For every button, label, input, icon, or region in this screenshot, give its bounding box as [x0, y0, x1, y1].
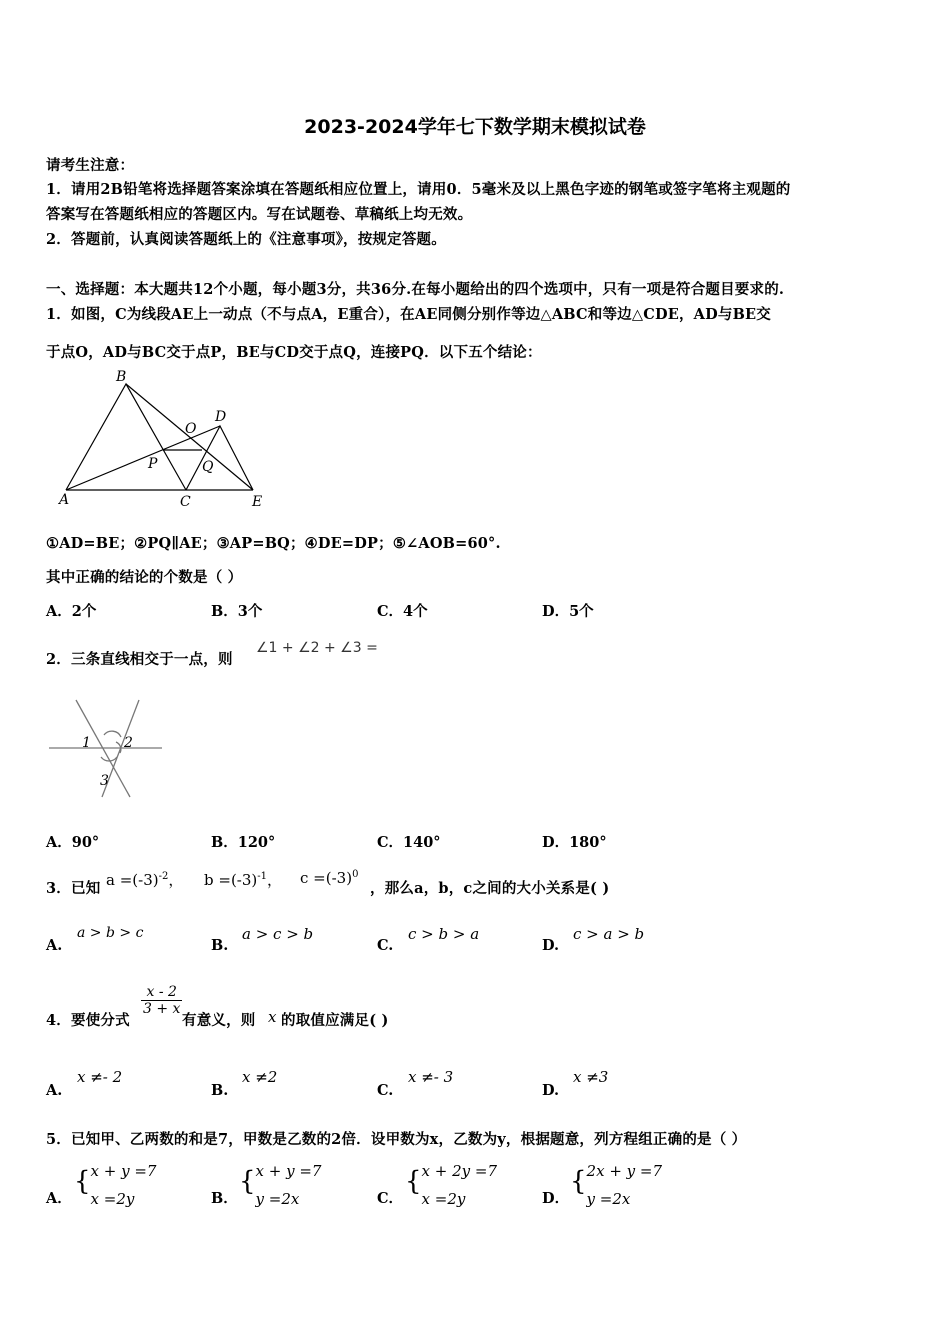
notice-line-1a: 1．请用2B铅笔将选择题答案涂填在答题纸相应位置上，请用0．5毫米及以上黑色字迹的钢笔或签字笔将主观题的: [46, 181, 791, 198]
fig1-label-o: O: [185, 421, 197, 437]
q5-option-a-system[interactable]: { x + y =7 x =2y: [74, 1157, 156, 1213]
q4-option-c-letter[interactable]: C.: [377, 1082, 394, 1099]
q3-option-d-letter[interactable]: D.: [542, 937, 560, 954]
q1-stem-line1: 1．如图，C为线段AE上一动点（不与点A，E重合），在AE同侧分别作等边△ABC和等边△CDE，AD与BE交: [46, 306, 771, 323]
q5-option-d-system[interactable]: { 2x + y =7 y =2x: [570, 1157, 662, 1213]
q1-option-b[interactable]: B．3个: [211, 603, 263, 620]
fig1-label-q: Q: [202, 459, 214, 475]
q5-a-eq1: x + y =7: [90, 1162, 157, 1180]
q5-d-eq2: y =2x: [586, 1190, 631, 1208]
q5-option-d-letter[interactable]: D．: [542, 1190, 570, 1207]
q5-option-b-letter[interactable]: B．: [211, 1190, 238, 1207]
fig1-label-c: C: [180, 494, 191, 510]
q5-stem: 5．已知甲、乙两数的和是7，甲数是乙数的2倍．设甲数为x，乙数为y，根据题意，列方程组正确的是（ ）: [46, 1131, 747, 1148]
q4-option-a-letter[interactable]: A.: [46, 1082, 63, 1099]
q1-stem-line2: 于点O，AD与BC交于点P，BE与CD交于点Q，连接PQ．以下五个结论：: [46, 344, 542, 361]
q3-option-a-letter[interactable]: A.: [46, 937, 63, 954]
notice-heading: 请考生注意：: [46, 157, 135, 174]
q3-option-c-letter[interactable]: C.: [377, 937, 394, 954]
q3-option-b-expr[interactable]: a > c > b: [242, 925, 314, 943]
q3-option-b-letter[interactable]: B.: [211, 937, 229, 954]
q5-d-eq1: 2x + y =7: [586, 1162, 663, 1180]
q5-a-eq2: x =2y: [90, 1190, 135, 1208]
q5-option-b-system[interactable]: { x + y =7 y =2x: [239, 1157, 321, 1213]
q4-suffix: 的取值应满足( ): [281, 1012, 389, 1029]
q5-c-eq1: x + 2y =7: [421, 1162, 498, 1180]
page-title: 2023-2024学年七下数学期末模拟试卷: [304, 116, 646, 138]
q2-option-c[interactable]: C．140°: [377, 834, 441, 851]
q1-option-d[interactable]: D．5个: [542, 603, 594, 620]
q1-option-c[interactable]: C．4个: [377, 603, 428, 620]
fig2-label-2: 2: [124, 735, 133, 751]
fig1-label-b: B: [116, 369, 127, 385]
q4-option-c-expr[interactable]: x ≠- 3: [408, 1068, 454, 1086]
fig1-label-a: A: [59, 492, 70, 508]
fig2-label-1: 1: [82, 735, 91, 751]
q3-c-exp: 0: [352, 869, 359, 880]
q3-a-exp: -2: [158, 871, 169, 882]
q5-option-c-letter[interactable]: C．: [377, 1190, 404, 1207]
fig2-label-3: 3: [100, 773, 109, 789]
q3-prefix: 3．已知: [46, 880, 101, 897]
q1-option-a[interactable]: A．2个: [46, 603, 97, 620]
q4-option-d-letter[interactable]: D.: [542, 1082, 560, 1099]
section-heading: 一、选择题：本大题共12个小题，每小题3分，共36分.在每小题给出的四个选项中，只有一项是符合题目要求的.: [46, 281, 785, 298]
q5-b-eq1: x + y =7: [255, 1162, 322, 1180]
q3-b-expr: b =(-3): [204, 871, 258, 889]
q5-c-eq2: x =2y: [421, 1190, 466, 1208]
q2-figure: [44, 695, 169, 800]
q3-option-a-expr[interactable]: a > b > c: [77, 925, 144, 941]
q4-numerator: x - 2: [141, 984, 182, 1001]
q4-fraction: [141, 984, 182, 1017]
q3-a-def: $a =(-3)^{-2}$，: [106, 871, 184, 889]
fig1-label-p: P: [148, 456, 158, 472]
q4-denominator: 3 + x: [143, 1001, 181, 1017]
fig1-label-e: E: [252, 494, 263, 510]
q3-c-expr: c =(-3): [300, 869, 353, 887]
q3-b-def: $b =(-3)^{-1}$，: [204, 871, 283, 889]
q2-option-b[interactable]: B．120°: [211, 834, 276, 851]
notice-line-2: 2．答题前，认真阅读答题纸上的《注意事项》，按规定答题。: [46, 231, 446, 248]
q3-c-def: [300, 869, 358, 887]
q2-option-d[interactable]: D．180°: [542, 834, 607, 851]
q2-angle-sum-expr: ∠1 + ∠2 + ∠3 =: [256, 640, 378, 656]
q5-b-eq2: y =2x: [255, 1190, 300, 1208]
q4-option-b-letter[interactable]: B.: [211, 1082, 229, 1099]
q3-suffix: ，那么a，b，c之间的大小关系是( ): [370, 880, 610, 897]
q3-b-exp: -1: [257, 871, 268, 882]
q1-question: 其中正确的结论的个数是（ ）: [46, 569, 243, 586]
q2-stem: 2．三条直线相交于一点，则: [46, 651, 233, 668]
q3-a-expr: a =(-3): [106, 871, 159, 889]
q4-prefix: 4．要使分式: [46, 1012, 130, 1029]
q4-option-d-expr[interactable]: x ≠3: [573, 1068, 609, 1086]
q3-option-d-expr[interactable]: c > a > b: [573, 925, 645, 943]
q1-figure: [56, 366, 271, 511]
q4-middle: 有意义，则: [182, 1012, 256, 1029]
q4-option-b-expr[interactable]: x ≠2: [242, 1068, 278, 1086]
q1-conclusions: ①AD=BE；②PQ∥AE；③AP=BQ；④DE=DP；⑤∠AOB=60°.: [46, 535, 501, 552]
q4-option-a-expr[interactable]: x ≠- 2: [77, 1068, 123, 1086]
q2-option-a[interactable]: A．90°: [46, 834, 100, 851]
notice-line-1b: 答案写在答题纸相应的答题区内。写在试题卷、草稿纸上均无效。: [46, 206, 473, 223]
q3-option-c-expr[interactable]: c > b > a: [408, 925, 480, 943]
q5-option-c-system[interactable]: { x + 2y =7 x =2y: [405, 1157, 497, 1213]
q4-var: x: [268, 1008, 277, 1026]
fig1-label-d: D: [215, 409, 227, 425]
q5-option-a-letter[interactable]: A．: [46, 1190, 72, 1207]
